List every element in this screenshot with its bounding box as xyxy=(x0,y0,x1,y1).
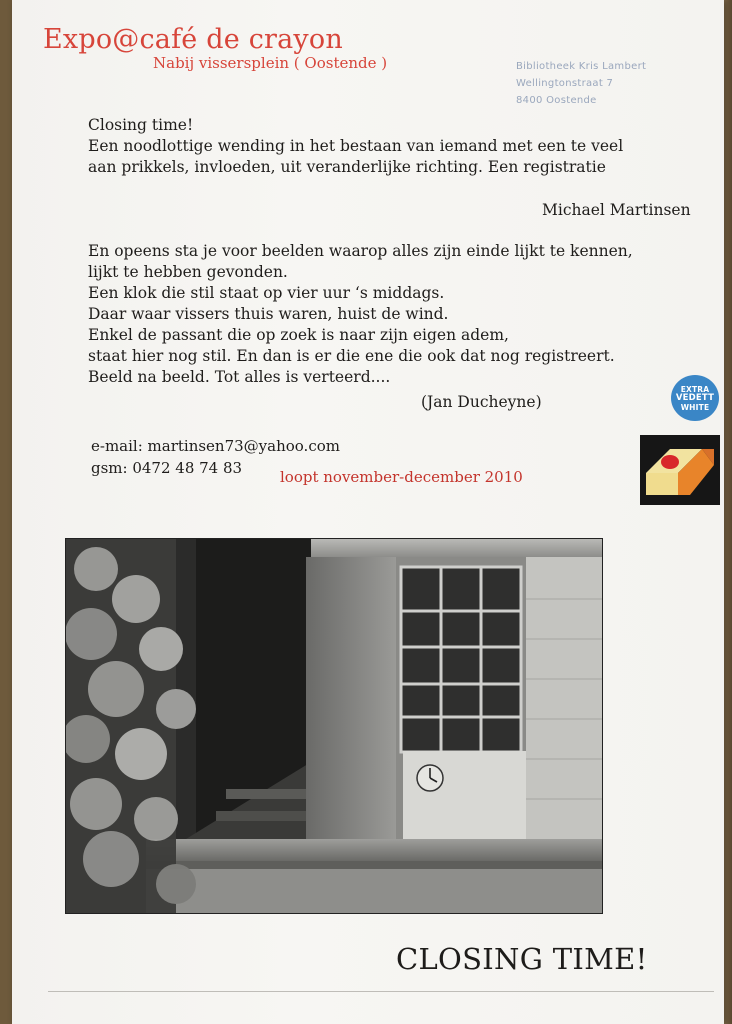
vedett-badge xyxy=(671,375,719,421)
contact-phone: gsm: 0472 48 74 83 xyxy=(91,459,243,477)
intro-author: Michael Martinsen xyxy=(542,201,691,219)
intro-line: Closing time! xyxy=(88,116,194,134)
intro-line: aan prikkels, invloeden, uit veranderlijke richting. Een registratie xyxy=(88,158,606,176)
badge-line-2: VEDETT xyxy=(675,392,715,403)
intro-text xyxy=(88,115,708,178)
contact-email: e-mail: martinsen73@yahoo.com xyxy=(91,437,340,455)
poster xyxy=(12,0,724,1024)
closing-heading: CLOSING TIME! xyxy=(396,942,648,976)
poem-line: staat hier nog stil. En dan is er die ene die ook dat nog registreert. xyxy=(88,347,615,365)
crayon-cube-icon xyxy=(640,435,720,505)
poem-line: En opeens sta je voor beelden waarop alles zijn einde lijkt te kennen, xyxy=(88,242,633,260)
badge-line-3: WHITE xyxy=(680,402,710,412)
poem-text xyxy=(88,241,708,388)
library-stamp xyxy=(516,58,646,109)
clock-icon xyxy=(417,765,443,791)
poem-line: lijkt te hebben gevonden. xyxy=(88,263,288,281)
stamp-line-2: Wellingtonstraat 7 xyxy=(516,78,614,89)
building-doorway-photo xyxy=(65,538,603,914)
poem-line: Enkel de passant die op zoek is naar zijn eigen adem, xyxy=(88,326,509,344)
stamp-line-1: Bibliotheek Kris Lambert xyxy=(516,61,647,72)
poem-line: Een klok die stil staat op vier uur ‘s middags. xyxy=(88,284,445,302)
poem-author: (Jan Ducheyne) xyxy=(421,393,542,411)
stamp-line-3: 8400 Oostende xyxy=(516,95,597,106)
poem-line: Daar waar vissers thuis waren, huist de wind. xyxy=(88,305,449,323)
intro-line: Een noodlottige wending in het bestaan van iemand met een te veel xyxy=(88,137,624,155)
divider xyxy=(48,991,714,992)
badge-line-1: EXTRA xyxy=(680,384,710,394)
exhibition-period: loopt november-december 2010 xyxy=(280,468,523,486)
poster-subtitle: Nabij vissersplein ( Oostende ) xyxy=(153,54,388,72)
poster-title: Expo@café de crayon xyxy=(43,24,343,55)
poem-line: Beeld na beeld. Tot alles is verteerd.... xyxy=(88,368,391,386)
